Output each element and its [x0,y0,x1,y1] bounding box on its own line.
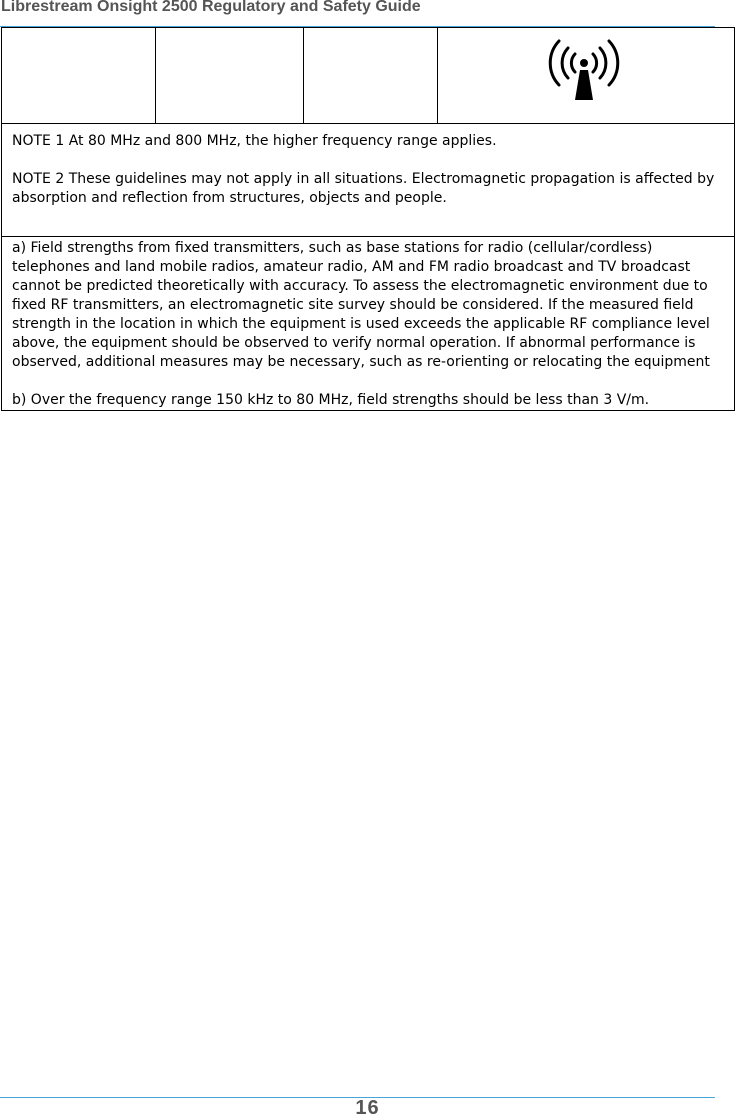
empty-cell [156,28,304,124]
note-1: NOTE 1 At 80 MHz and 800 MHz, the higher frequency range applies. [12,133,497,149]
emc-guidance-table [1,27,735,411]
note-2: NOTE 2 These guidelines may not apply in all situations. Electromagnetic propagation is affected by absorption and reflection from structures, objects and people. [12,171,715,206]
table-row [2,28,735,124]
footnote-a: a) Field strengths from fixed transmitters, such as base stations for radio (cellular/cordless) telephones and land mobile radios, amateur radio, AM and FM radio broadcast and TV broadcast cannot be predicted theoretically with accuracy. To assess the electromagnetic environment due to fixed RF transmitters, an electromagnetic site survey should be considered. If the measured field strength in the location in which the equipment is used exceeds the applicable RF compliance level above, the equipment should be observed to verify normal operation. If abnormal performance is observed, additional measures may be necessary, such as re-orienting or relocating the equipment [12,240,710,370]
notes-cell [2,124,735,237]
table-row [2,237,735,411]
table-row [2,124,735,237]
footnote-b: b) Over the frequency range 150 kHz to 80 MHz, field strengths should be less than 3 V/m. [12,392,650,408]
document-title: Librestream Onsight 2500 Regulatory and Safety Guide [1,0,421,15]
page-number: 16 [355,1097,380,1119]
empty-cell [304,28,438,124]
page-header [0,0,735,27]
empty-cell [2,28,156,124]
footnotes-cell [2,237,735,411]
non-ionizing-radiation-icon [544,30,624,104]
page-footer [0,1093,735,1118]
symbol-cell [438,28,735,124]
